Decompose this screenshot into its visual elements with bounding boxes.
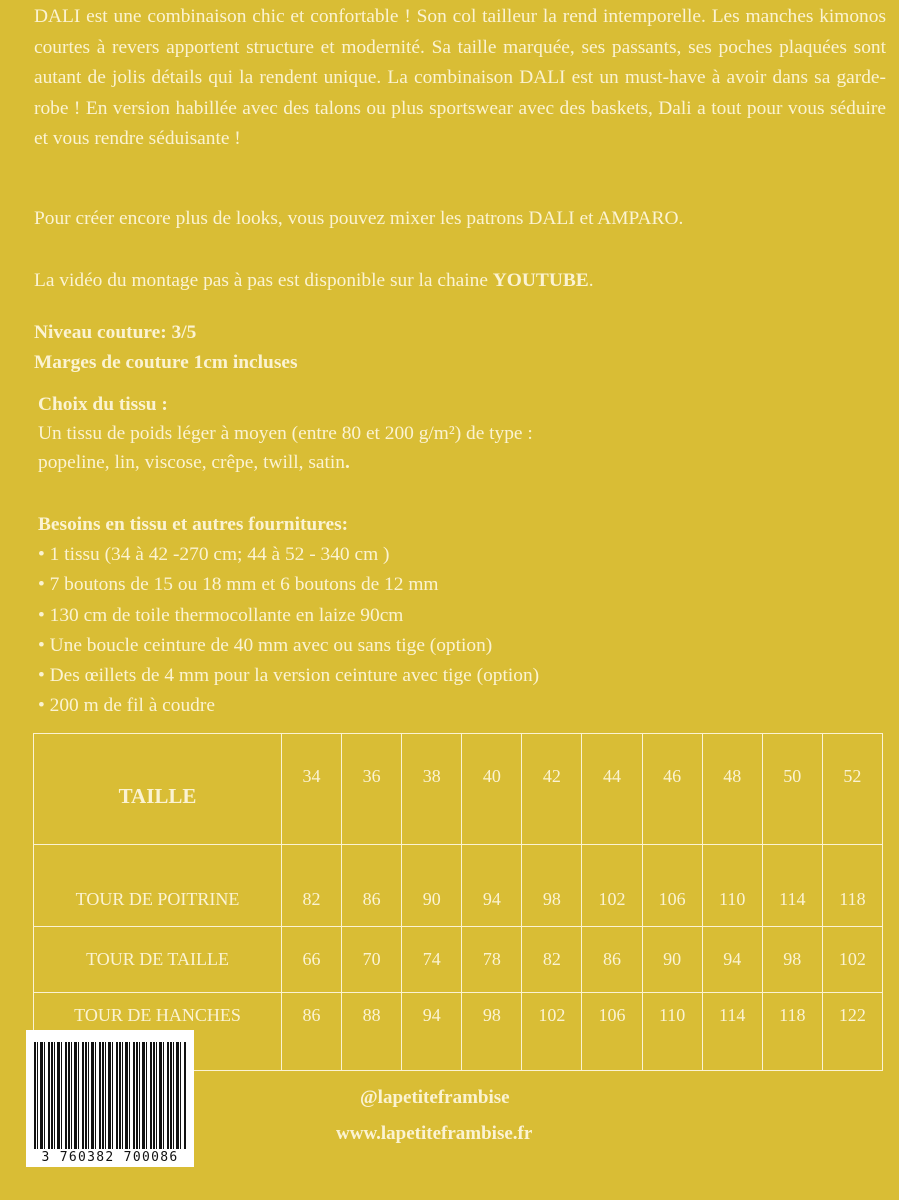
table-cell: 106 <box>582 993 642 1071</box>
table-cell: 98 <box>462 993 522 1071</box>
list-item: • Des œillets de 4 mm pour la version ceinture avec tige (option) <box>38 665 540 687</box>
list-item: • 7 boutons de 15 ou 18 mm et 6 boutons de 12 mm <box>38 574 439 596</box>
table-cell: 86 <box>282 993 342 1071</box>
table-header-row <box>34 734 883 845</box>
table-cell: 114 <box>702 993 762 1071</box>
size-header-cell: 52 <box>822 734 882 845</box>
fabric-choice-section <box>38 390 533 477</box>
table-cell: 90 <box>402 845 462 927</box>
size-chart-table <box>33 733 883 1071</box>
list-item: • 130 cm de toile thermocollante en laize 90cm <box>38 604 404 626</box>
table-cell: 82 <box>522 927 582 993</box>
table-row <box>34 845 883 927</box>
fabric-choice-line-2 <box>38 448 533 477</box>
table-cell: 88 <box>342 993 402 1071</box>
size-header-cell: 46 <box>642 734 702 845</box>
table-cell: 86 <box>342 845 402 927</box>
size-header-cell: 34 <box>282 734 342 845</box>
table-cell: 74 <box>402 927 462 993</box>
social-handle: @lapetiteframbise <box>360 1087 510 1108</box>
table-cell: 82 <box>282 845 342 927</box>
size-header-cell: 42 <box>522 734 582 845</box>
barcode-bars <box>34 1042 186 1150</box>
table-cell: 98 <box>522 845 582 927</box>
video-note-text: La vidéo du montage pas à pas est disponible sur la chaine <box>34 270 493 291</box>
table-cell: 102 <box>582 845 642 927</box>
table-cell: 114 <box>762 845 822 927</box>
table-cell: 102 <box>822 927 882 993</box>
table-cell: 86 <box>582 927 642 993</box>
row-label: TOUR DE TAILLE <box>34 927 282 993</box>
mix-patterns-note: Pour créer encore plus de looks, vous pouvez mixer les patrons DALI et AMPARO. <box>34 208 684 229</box>
table-cell: 94 <box>702 927 762 993</box>
video-note <box>34 270 594 292</box>
table-row <box>34 927 883 993</box>
size-header-cell: 38 <box>402 734 462 845</box>
list-item: • 1 tissu (34 à 42 -270 cm; 44 à 52 - 340 cm ) <box>38 544 390 566</box>
table-cell: 110 <box>702 845 762 927</box>
table-cell: 110 <box>642 993 702 1071</box>
fabric-choice-title: Choix du tissu : <box>38 394 168 415</box>
table-cell: 106 <box>642 845 702 927</box>
video-note-end: . <box>588 270 594 291</box>
supplies-title: Besoins en tissu et autres fournitures: <box>38 514 349 535</box>
table-cell: 122 <box>822 993 882 1071</box>
list-item: • Une boucle ceinture de 40 mm avec ou sans tige (option) <box>38 634 493 656</box>
table-cell: 66 <box>282 927 342 993</box>
row-label: TOUR DE HANCHES <box>34 993 282 1071</box>
table-cell: 118 <box>822 845 882 927</box>
size-header-cell: 50 <box>762 734 822 845</box>
size-header-cell: 48 <box>702 734 762 845</box>
size-header-label: TAILLE <box>34 734 282 845</box>
fabric-types: popeline, lin, viscose, crêpe, twill, satin <box>38 452 345 473</box>
seam-allowance: Marges de couture 1cm incluses <box>34 352 298 373</box>
table-cell: 118 <box>762 993 822 1071</box>
table-cell: 98 <box>762 927 822 993</box>
supplies-section <box>38 510 539 721</box>
sewing-info <box>34 318 298 378</box>
row-label: TOUR DE POITRINE <box>34 845 282 927</box>
table-cell: 70 <box>342 927 402 993</box>
table-cell: 102 <box>522 993 582 1071</box>
size-header-cell: 40 <box>462 734 522 845</box>
size-header-cell: 44 <box>582 734 642 845</box>
table-cell: 94 <box>462 845 522 927</box>
table-cell: 90 <box>642 927 702 993</box>
barcode-number: 3 760382 700086 <box>26 1149 194 1167</box>
supplies-list <box>38 540 539 721</box>
table-cell: 78 <box>462 927 522 993</box>
sewing-level: Niveau couture: 3/5 <box>34 322 197 343</box>
fabric-choice-line-1: Un tissu de poids léger à moyen (entre 80 et 200 g/m²) de type : <box>38 423 533 444</box>
table-cell: 94 <box>402 993 462 1071</box>
product-description: DALI est une combinaison chic et confortable ! Son col tailleur la rend intemporelle. Les manches kimonos courtes à revers apportent structure et modernité. Sa taille marquée, ses passants, ses poches plaquées sont autant de jolis détails qui la rendent unique. La combinaison DALI est un must-have à avoir dans sa garde-robe ! En version habillée avec des talons ou plus sportswear avec des baskets, Dali a tout pour vous séduire et vous rendre séduisante ! <box>34 6 886 149</box>
fabric-types-end: . <box>344 452 350 473</box>
barcode <box>26 1030 194 1167</box>
website-url: www.lapetiteframbise.fr <box>336 1123 533 1144</box>
size-header-cell: 36 <box>342 734 402 845</box>
youtube-channel-label: YOUTUBE <box>492 270 589 291</box>
list-item: • 200 m de fil à coudre <box>38 695 215 717</box>
